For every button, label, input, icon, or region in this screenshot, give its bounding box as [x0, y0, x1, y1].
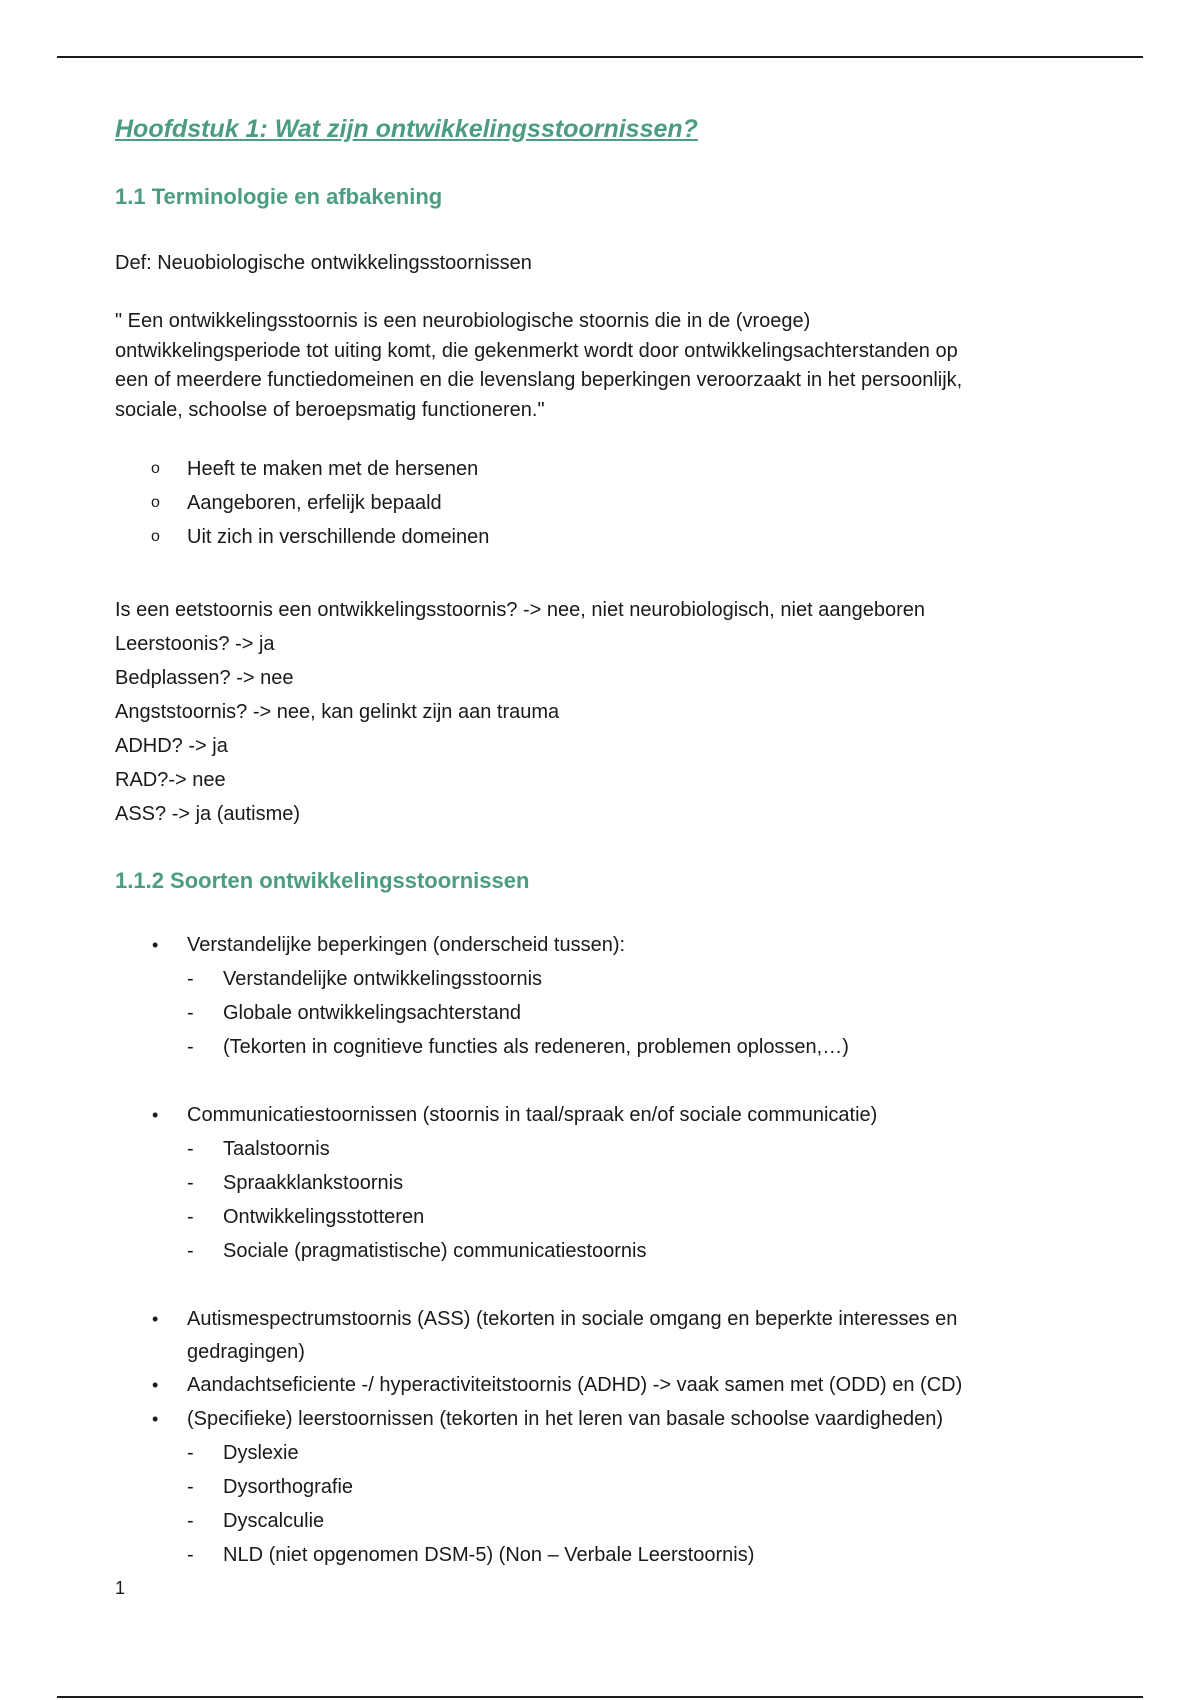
circle-bullet-icon: o: [151, 494, 160, 511]
quote-line: ontwikkelingsperiode tot uiting komt, die gekenmerkt wordt door ontwikkelingsachterstanden op: [115, 339, 958, 362]
circle-bullet-icon: o: [151, 528, 160, 545]
definition-label: Def: Neuobiologische ontwikkelingsstoornissen: [115, 252, 532, 274]
bullet-icon: •: [152, 1105, 159, 1125]
dash-icon: -: [187, 1036, 194, 1058]
footer-rule: [57, 1696, 1143, 1698]
quote-line: sociale, schoolse of beroepsmatig functioneren.": [115, 398, 545, 421]
qa-line: Is een eetstoornis een ontwikkelingsstoornis? -> nee, niet neurobiologisch, niet aangeboren: [115, 599, 925, 621]
qa-line: ASS? -> ja (autisme): [115, 803, 301, 825]
qa-line: Bedplassen? -> nee: [115, 667, 294, 689]
circle-bullet-icon: o: [151, 460, 160, 477]
section-heading-1-1-2: 1.1.2 Soorten ontwikkelingsstoornissen: [115, 868, 530, 893]
page-number: 1: [115, 1578, 126, 1598]
dash-icon: -: [187, 1476, 194, 1498]
dash-icon: -: [187, 968, 194, 990]
chapter-title: Hoofdstuk 1: Wat zijn ontwikkelingsstoornissen?: [115, 115, 698, 143]
dash-icon: -: [187, 1510, 194, 1532]
qa-line: ADHD? -> ja: [115, 735, 228, 757]
quote-line: een of meerdere functiedomeinen en die levenslang beperkingen veroorzaakt in het persoonlijk,: [115, 369, 963, 391]
dash-icon: -: [187, 1544, 194, 1566]
dash-icon: -: [187, 1206, 194, 1228]
dash-icon: -: [187, 1442, 194, 1464]
qa-line: Angststoornis? -> nee, kan gelinkt zijn aan trauma: [115, 701, 560, 723]
dash-icon: -: [187, 1138, 194, 1160]
quote-line: " Een ontwikkelingsstoornis is een neurobiologische stoornis die in de (vroege): [115, 310, 811, 332]
dash-icon: -: [187, 1002, 194, 1024]
dash-icon: -: [187, 1240, 194, 1262]
bullet-icon: •: [152, 1309, 159, 1329]
bullet-icon: •: [152, 1409, 159, 1429]
dash-icon: -: [187, 1172, 194, 1194]
definition-quote: [115, 307, 962, 425]
bullet-icon: •: [152, 1375, 159, 1395]
header-rule: [57, 56, 1143, 58]
qa-line: Leerstoonis? -> ja: [115, 633, 275, 655]
bullet-icon: •: [152, 935, 159, 955]
qa-block: [115, 593, 925, 831]
section-heading-1-1: 1.1 Terminologie en afbakening: [115, 184, 443, 209]
qa-line: RAD?-> nee: [115, 769, 226, 791]
